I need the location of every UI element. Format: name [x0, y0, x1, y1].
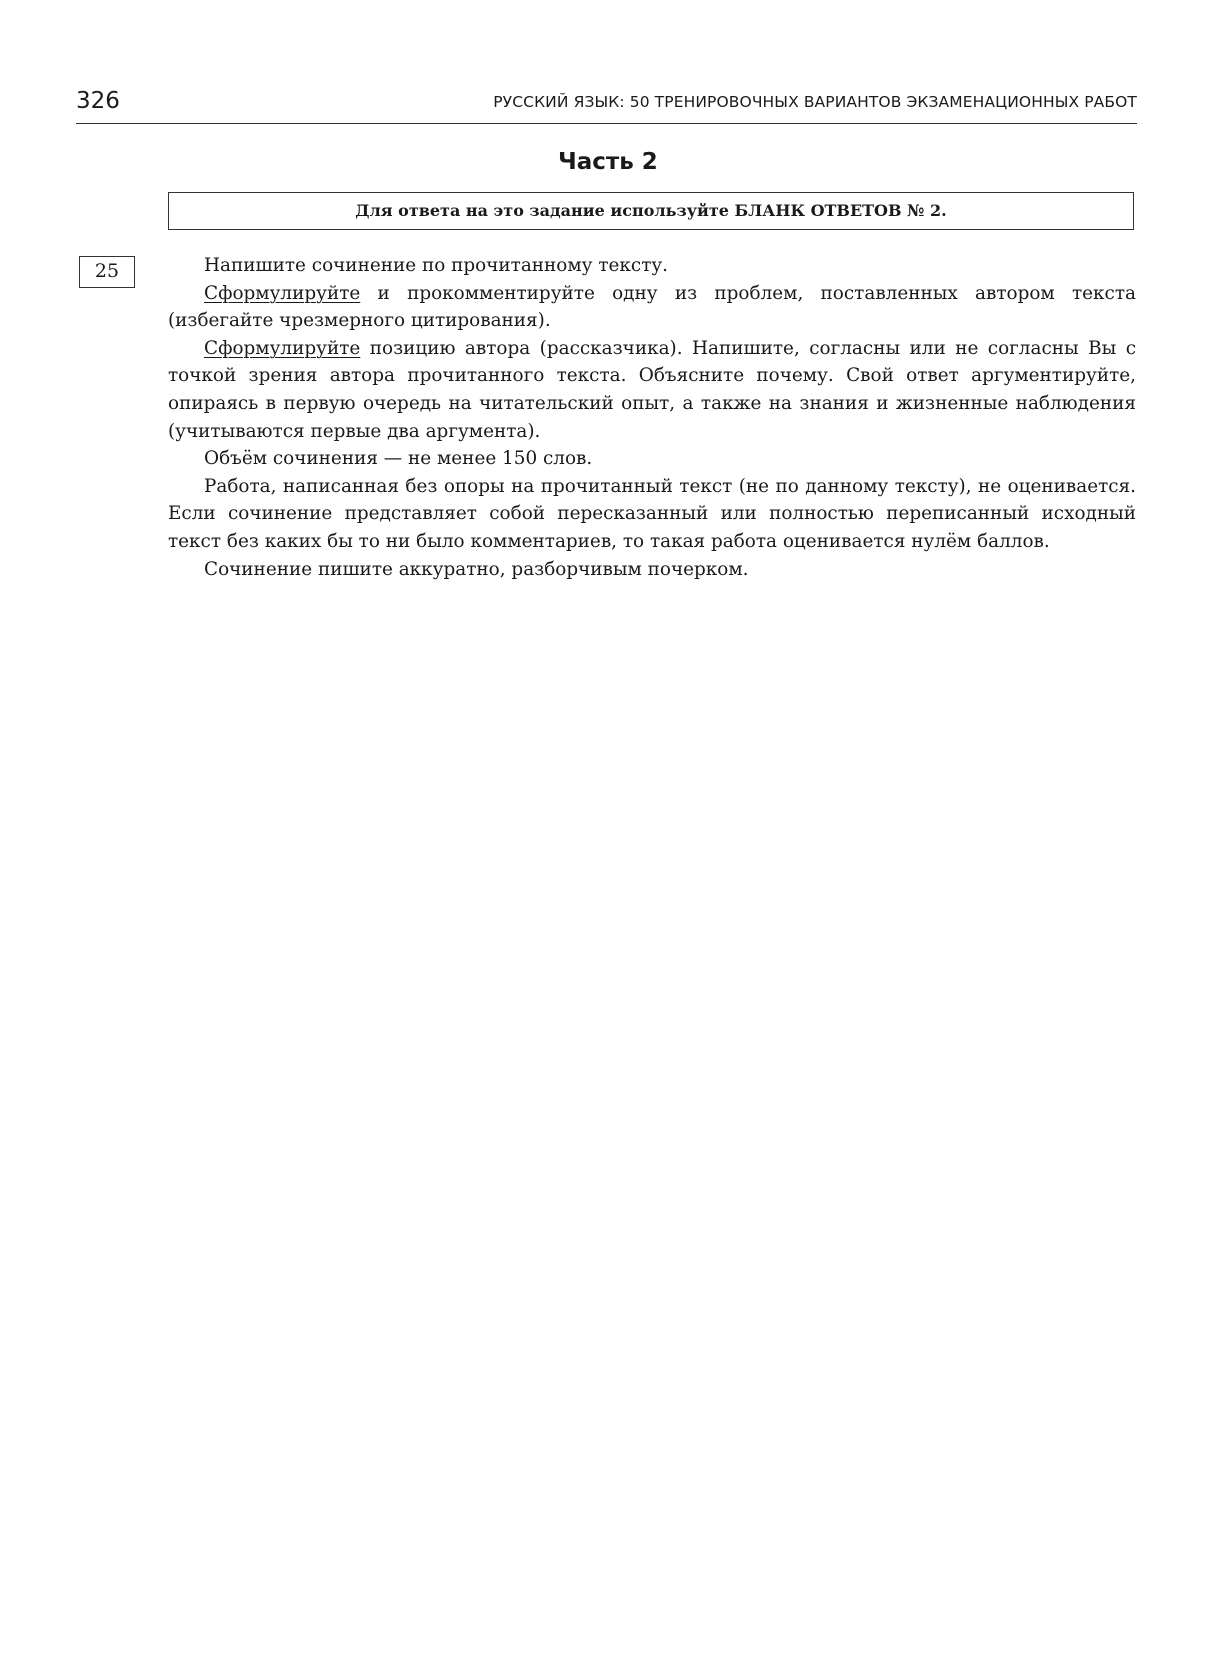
task-paragraph-3 [168, 335, 1136, 445]
task-paragraph-6: Сочинение пишите аккуратно, разборчивым почерком. [204, 558, 749, 580]
part-title: Часть 2 [558, 149, 658, 175]
task-number-box: 25 [79, 256, 135, 288]
task-paragraph-3-text: позицию автора (рассказчика). Напишите, согласны или не согласны Вы с точкой зрения автора прочитанного текста. Объясните почему. Свой ответ аргументируйте, опираясь в первую очередь на читательский опыт, а также на знания и жизненные наблюдения (учитываются первые два аргумента). [168, 337, 1136, 442]
instruction-box: Для ответа на это задание используйте БЛАНК ОТВЕТОВ № 2. [168, 192, 1134, 230]
task-paragraph-1: Напишите сочинение по прочитанному тексту. [204, 255, 669, 276]
keyword-formulate: Сформулируйте [204, 337, 361, 359]
task-paragraph-2 [168, 280, 1136, 335]
task-paragraph-4: Объём сочинения — не менее 150 слов. [204, 448, 593, 470]
header-divider [76, 123, 1137, 124]
keyword-formulate: Сформулируйте [204, 282, 361, 304]
running-title: РУССКИЙ ЯЗЫК: 50 ТРЕНИРОВОЧНЫХ ВАРИАНТОВ ЭКЗАМЕНАЦИОННЫХ РАБОТ [493, 93, 1137, 111]
task-paragraph-5: Работа, написанная без опоры на прочитанный текст (не по данному тексту), не оценивается. Если сочинение представляет собой пересказанный или полностью переписанный исходный текст без каких бы то ни было комментариев, то такая работа оценивается нулём баллов. [168, 475, 1136, 552]
page-number: 326 [76, 88, 120, 114]
task-text [168, 252, 1136, 583]
task-paragraph-2-text: и прокомментируйте одну из проблем, поставленных автором текста (избегайте чрезмерного цитирования). [168, 282, 1136, 332]
